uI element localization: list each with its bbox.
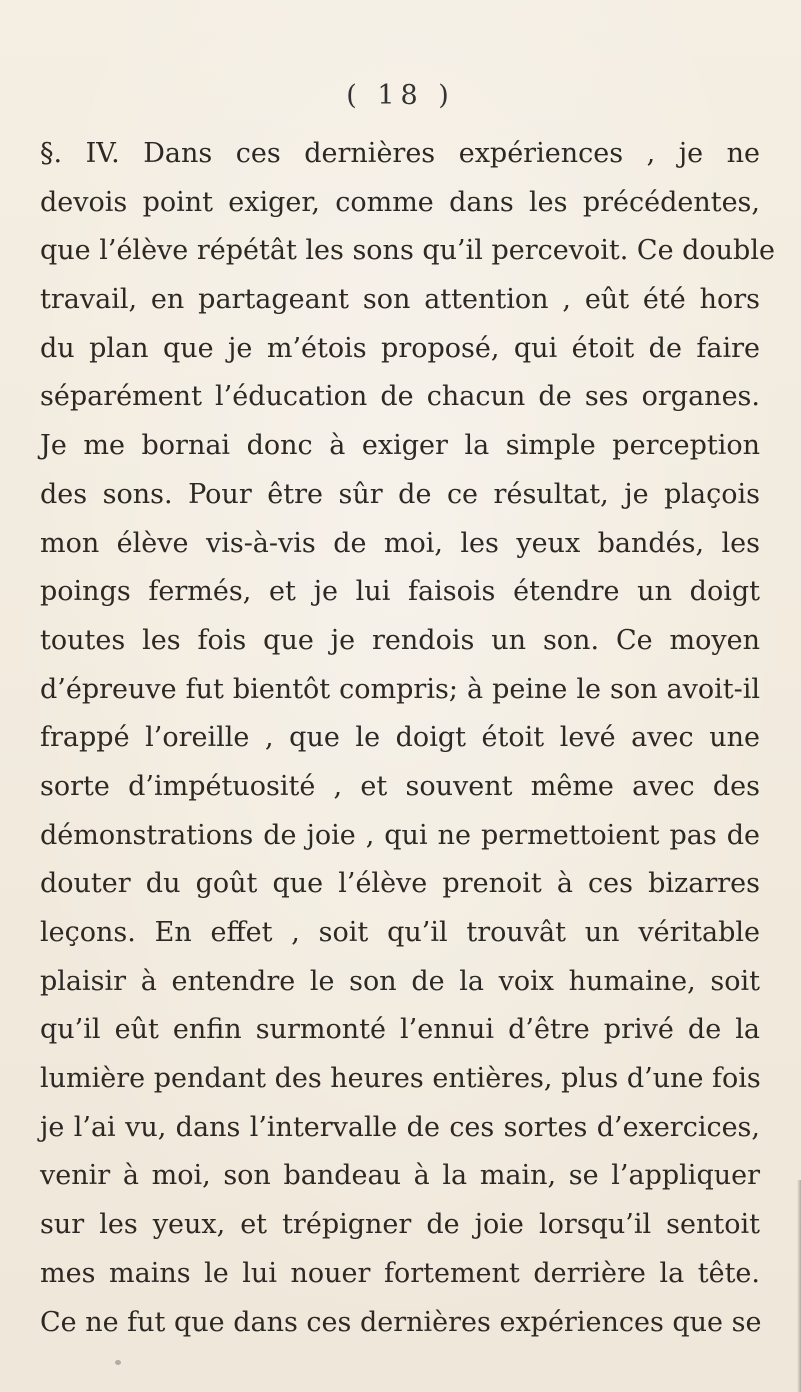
- text-line: sorte d’impétuosité , et souvent même avec des: [40, 770, 760, 802]
- text-line: lumière pendant des heures entières, plus d’une fois: [40, 1063, 761, 1095]
- text-line: §. IV. Dans ces dernières expériences , je ne: [40, 138, 760, 169]
- text-line: démonstrations de joie , qui ne permettoient pas de: [40, 819, 760, 851]
- text-line: mes mains le lui nouer fortement derrière la tête.: [40, 1257, 760, 1289]
- text-line: d’épreuve fut bientôt compris; à peine le son avoit-il: [40, 673, 760, 705]
- text-line: des sons. Pour être sûr de ce résultat, je plaçois: [40, 478, 760, 510]
- text-line: Ce ne fut que dans ces dernières expériences que se: [40, 1306, 762, 1338]
- text-line: leçons. En effet , soit qu’il trouvât un véritable: [40, 917, 760, 948]
- text-line: douter du goût que l’élève prenoit à ces bizarres: [40, 868, 760, 900]
- ink-speck: [115, 1360, 121, 1365]
- text-line: toutes les fois que je rendois un son. Ce moyen: [40, 624, 760, 656]
- text-line: travail, en partageant son attention , eût été hors: [40, 284, 760, 316]
- text-line: je l’ai vu, dans l’intervalle de ces sortes d’exercices,: [40, 1111, 760, 1143]
- text-line: que l’élève répétât les sons qu’il percevoit. Ce double: [40, 235, 775, 267]
- text-line: du plan que je m’étois proposé, qui étoit de faire: [40, 332, 760, 364]
- text-line: devois point exiger, comme dans les précédentes,: [40, 186, 760, 218]
- text-line: qu’il eût enfin surmonté l’ennui d’être privé de la: [40, 1014, 760, 1046]
- text-line: Je me bornai donc à exiger la simple perception: [40, 430, 760, 462]
- page-number-header: ( 18 ): [346, 80, 455, 111]
- body-text: [40, 130, 775, 1347]
- text-line: sur les yeux, et trépigner de joie lorsqu’il sentoit: [40, 1209, 760, 1241]
- text-line: frappé l’oreille , que le doigt étoit levé avec une: [40, 722, 760, 754]
- text-line: séparément l’éducation de chacun de ses organes.: [40, 381, 760, 413]
- text-line: plaisir à entendre le son de la voix humaine, soit: [40, 965, 760, 997]
- page-edge-shadow: [797, 1180, 801, 1392]
- text-line: venir à moi, son bandeau à la main, se l’appliquer: [40, 1160, 760, 1192]
- text-line: poings fermés, et je lui faisois étendre un doigt: [40, 576, 760, 608]
- text-line: mon élève vis-à-vis de moi, les yeux bandés, les: [40, 527, 760, 559]
